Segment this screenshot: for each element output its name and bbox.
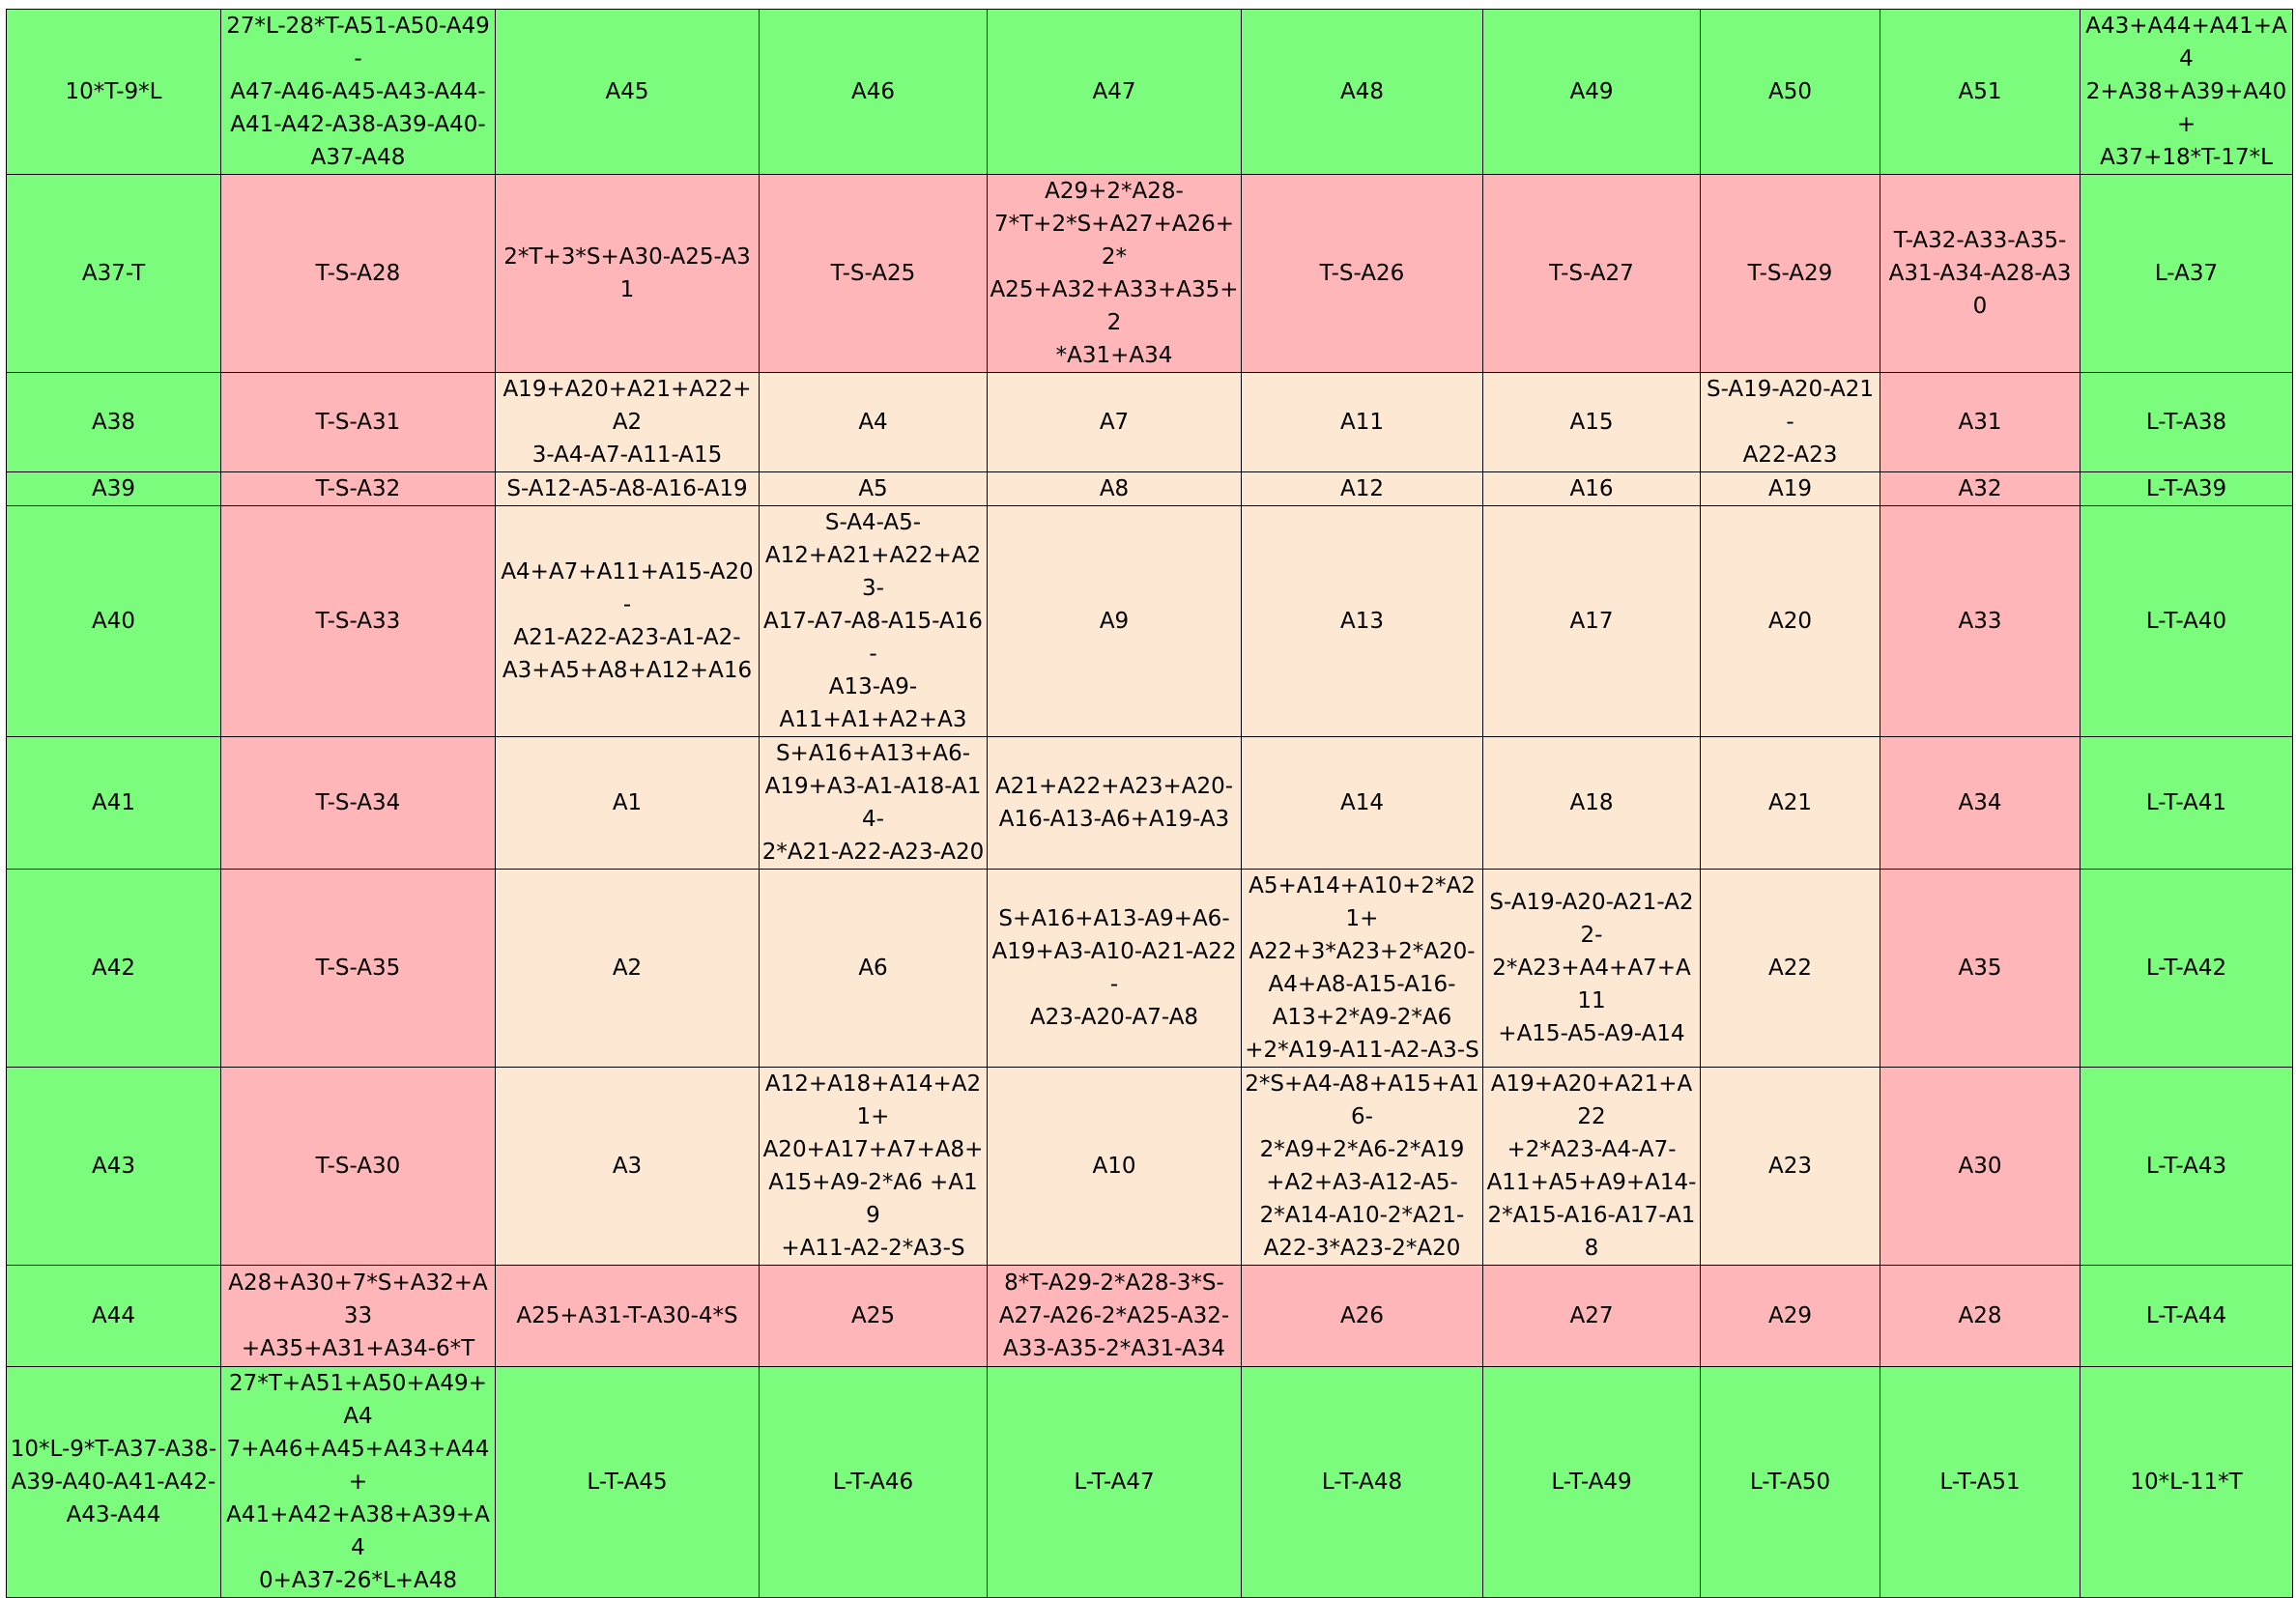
grid-row <box>7 175 2293 373</box>
grid-cell-r9-c2[interactable]: A28+A30+7*S+A32+A33 +A35+A31+A34-6*T <box>221 1266 496 1367</box>
grid-cell-r3-c6[interactable]: A11 <box>1242 373 1483 472</box>
grid-cell-r8-c6[interactable]: 2*S+A4-A8+A15+A16- 2*A9+2*A6-2*A19 +A2+A3-A12-A5- 2*A14-A10-2*A21- A22-3*A23-2*A20 <box>1242 1068 1483 1266</box>
grid-cell-r3-c4[interactable]: A4 <box>760 373 988 472</box>
grid-cell-r10-c5[interactable]: L-T-A47 <box>988 1367 1242 1598</box>
grid-cell-r5-c5[interactable]: A9 <box>988 506 1242 737</box>
grid-cell-r2-c1[interactable]: A37-T <box>7 175 221 373</box>
grid-cell-r1-c6[interactable]: A48 <box>1242 10 1483 175</box>
grid-cell-r3-c5[interactable]: A7 <box>988 373 1242 472</box>
grid-cell-r4-c10[interactable]: L-T-A39 <box>2081 472 2293 506</box>
grid-cell-r8-c1[interactable]: A43 <box>7 1068 221 1266</box>
grid-cell-r7-c9[interactable]: A35 <box>1880 870 2081 1068</box>
grid-cell-r2-c6[interactable]: T-S-A26 <box>1242 175 1483 373</box>
grid-cell-r3-c10[interactable]: L-T-A38 <box>2081 373 2293 472</box>
grid-row <box>7 870 2293 1068</box>
grid-cell-r4-c7[interactable]: A16 <box>1483 472 1701 506</box>
grid-row <box>7 1068 2293 1266</box>
grid-cell-r8-c10[interactable]: L-T-A43 <box>2081 1068 2293 1266</box>
grid-cell-r8-c4[interactable]: A12+A18+A14+A21+ A20+A17+A7+A8+ A15+A9-2*A6 +A19 +A11-A2-2*A3-S <box>760 1068 988 1266</box>
grid-cell-r6-c7[interactable]: A18 <box>1483 737 1701 870</box>
grid-cell-r10-c8[interactable]: L-T-A50 <box>1701 1367 1880 1598</box>
grid-cell-r5-c6[interactable]: A13 <box>1242 506 1483 737</box>
grid-cell-r9-c7[interactable]: A27 <box>1483 1266 1701 1367</box>
grid-cell-r9-c10[interactable]: L-T-A44 <box>2081 1266 2293 1367</box>
grid-cell-r6-c2[interactable]: T-S-A34 <box>221 737 496 870</box>
grid-cell-r1-c1[interactable]: 10*T-9*L <box>7 10 221 175</box>
grid-cell-r10-c6[interactable]: L-T-A48 <box>1242 1367 1483 1598</box>
grid-cell-r2-c3[interactable]: 2*T+3*S+A30-A25-A31 <box>496 175 760 373</box>
grid-cell-r10-c10[interactable]: 10*L-11*T <box>2081 1367 2293 1598</box>
grid-cell-r7-c4[interactable]: A6 <box>760 870 988 1068</box>
grid-cell-r10-c1[interactable]: 10*L-9*T-A37-A38- A39-A40-A41-A42- A43-A44 <box>7 1367 221 1598</box>
grid-cell-r6-c3[interactable]: A1 <box>496 737 760 870</box>
grid-row <box>7 472 2293 506</box>
grid-cell-r8-c7[interactable]: A19+A20+A21+A22 +2*A23-A4-A7- A11+A5+A9+A14- 2*A15-A16-A17-A18 <box>1483 1068 1701 1266</box>
grid-cell-r8-c5[interactable]: A10 <box>988 1068 1242 1266</box>
grid-cell-r7-c2[interactable]: T-S-A35 <box>221 870 496 1068</box>
grid-cell-r9-c1[interactable]: A44 <box>7 1266 221 1367</box>
grid-cell-r5-c9[interactable]: A33 <box>1880 506 2081 737</box>
grid-cell-r1-c2[interactable]: 27*L-28*T-A51-A50-A49- A47-A46-A45-A43-A44- A41-A42-A38-A39-A40- A37-A48 <box>221 10 496 175</box>
grid-cell-r5-c1[interactable]: A40 <box>7 506 221 737</box>
grid-cell-r7-c8[interactable]: A22 <box>1701 870 1880 1068</box>
grid-cell-r5-c10[interactable]: L-T-A40 <box>2081 506 2293 737</box>
grid-cell-r1-c3[interactable]: A45 <box>496 10 760 175</box>
grid-row <box>7 10 2293 175</box>
grid-row <box>7 1266 2293 1367</box>
grid-cell-r9-c5[interactable]: 8*T-A29-2*A28-3*S- A27-A26-2*A25-A32- A33-A35-2*A31-A34 <box>988 1266 1242 1367</box>
grid-row <box>7 1367 2293 1598</box>
grid-cell-r10-c7[interactable]: L-T-A49 <box>1483 1367 1701 1598</box>
grid-cell-r9-c6[interactable]: A26 <box>1242 1266 1483 1367</box>
grid-cell-r9-c3[interactable]: A25+A31-T-A30-4*S <box>496 1266 760 1367</box>
grid-cell-r5-c7[interactable]: A17 <box>1483 506 1701 737</box>
grid-cell-r7-c10[interactable]: L-T-A42 <box>2081 870 2293 1068</box>
grid-cell-r2-c10[interactable]: L-A37 <box>2081 175 2293 373</box>
grid-cell-r5-c4[interactable]: S-A4-A5- A12+A21+A22+A23- A17-A7-A8-A15-A16- A13-A9- A11+A1+A2+A3 <box>760 506 988 737</box>
grid-cell-r1-c5[interactable]: A47 <box>988 10 1242 175</box>
grid-cell-r7-c1[interactable]: A42 <box>7 870 221 1068</box>
grid-cell-r8-c2[interactable]: T-S-A30 <box>221 1068 496 1266</box>
grid-cell-r3-c9[interactable]: A31 <box>1880 373 2081 472</box>
grid-cell-r4-c9[interactable]: A32 <box>1880 472 2081 506</box>
grid-row <box>7 737 2293 870</box>
grid-cell-r5-c2[interactable]: T-S-A33 <box>221 506 496 737</box>
grid-cell-r4-c4[interactable]: A5 <box>760 472 988 506</box>
grid-cell-r8-c8[interactable]: A23 <box>1701 1068 1880 1266</box>
grid-cell-r3-c8[interactable]: S-A19-A20-A21- A22-A23 <box>1701 373 1880 472</box>
grid-cell-r1-c8[interactable]: A50 <box>1701 10 1880 175</box>
grid-row <box>7 506 2293 737</box>
grid-cell-r5-c8[interactable]: A20 <box>1701 506 1880 737</box>
grid-cell-r3-c1[interactable]: A38 <box>7 373 221 472</box>
grid-cell-r6-c8[interactable]: A21 <box>1701 737 1880 870</box>
grid-cell-r2-c9[interactable]: T-A32-A33-A35- A31-A34-A28-A30 <box>1880 175 2081 373</box>
grid-cell-r8-c3[interactable]: A3 <box>496 1068 760 1266</box>
grid-cell-r1-c4[interactable]: A46 <box>760 10 988 175</box>
grid-cell-r3-c3[interactable]: A19+A20+A21+A22+A2 3-A4-A7-A11-A15 <box>496 373 760 472</box>
grid-cell-r1-c7[interactable]: A49 <box>1483 10 1701 175</box>
grid-cell-r6-c10[interactable]: L-T-A41 <box>2081 737 2293 870</box>
grid-cell-r4-c1[interactable]: A39 <box>7 472 221 506</box>
grid-cell-r2-c2[interactable]: T-S-A28 <box>221 175 496 373</box>
grid-cell-r3-c7[interactable]: A15 <box>1483 373 1701 472</box>
grid-cell-r9-c8[interactable]: A29 <box>1701 1266 1880 1367</box>
grid-cell-r5-c3[interactable]: A4+A7+A11+A15-A20- A21-A22-A23-A1-A2- A3+A5+A8+A12+A16 <box>496 506 760 737</box>
grid-cell-r6-c4[interactable]: S+A16+A13+A6- A19+A3-A1-A18-A14- 2*A21-A22-A23-A20 <box>760 737 988 870</box>
grid-cell-r3-c2[interactable]: T-S-A31 <box>221 373 496 472</box>
grid-cell-r2-c5[interactable]: A29+2*A28- 7*T+2*S+A27+A26+2* A25+A32+A33+A35+2 *A31+A34 <box>988 175 1242 373</box>
grid-cell-r10-c2[interactable]: 27*T+A51+A50+A49+A4 7+A46+A45+A43+A44+ A41+A42+A38+A39+A4 0+A37-26*L+A48 <box>221 1367 496 1598</box>
grid-cell-r10-c3[interactable]: L-T-A45 <box>496 1367 760 1598</box>
grid-cell-r2-c7[interactable]: T-S-A27 <box>1483 175 1701 373</box>
grid-row <box>7 373 2293 472</box>
grid-cell-r9-c9[interactable]: A28 <box>1880 1266 2081 1367</box>
grid-cell-r7-c5[interactable]: S+A16+A13-A9+A6- A19+A3-A10-A21-A22- A23-A20-A7-A8 <box>988 870 1242 1068</box>
grid-cell-r10-c9[interactable]: L-T-A51 <box>1880 1367 2081 1598</box>
grid-cell-r1-c10[interactable]: A43+A44+A41+A4 2+A38+A39+A40+ A37+18*T-17*L <box>2081 10 2293 175</box>
grid-cell-r6-c9[interactable]: A34 <box>1880 737 2081 870</box>
grid-cell-r4-c8[interactable]: A19 <box>1701 472 1880 506</box>
grid-cell-r2-c8[interactable]: T-S-A29 <box>1701 175 1880 373</box>
grid-cell-r1-c9[interactable]: A51 <box>1880 10 2081 175</box>
grid-cell-r7-c7[interactable]: S-A19-A20-A21-A22- 2*A23+A4+A7+A11 +A15-A5-A9-A14 <box>1483 870 1701 1068</box>
grid-cell-r4-c2[interactable]: T-S-A32 <box>221 472 496 506</box>
grid-cell-r4-c5[interactable]: A8 <box>988 472 1242 506</box>
grid-cell-r10-c4[interactable]: L-T-A46 <box>760 1367 988 1598</box>
grid-cell-r6-c1[interactable]: A41 <box>7 737 221 870</box>
grid-cell-r7-c6[interactable]: A5+A14+A10+2*A21+ A22+3*A23+2*A20- A4+A8-A15-A16- A13+2*A9-2*A6 +2*A19-A11-A2-A3-S <box>1242 870 1483 1068</box>
grid-cell-r6-c5[interactable]: A21+A22+A23+A20- A16-A13-A6+A19-A3 <box>988 737 1242 870</box>
grid-cell-r4-c3[interactable]: S-A12-A5-A8-A16-A19 <box>496 472 760 506</box>
grid-cell-r4-c6[interactable]: A12 <box>1242 472 1483 506</box>
grid-cell-r7-c3[interactable]: A2 <box>496 870 760 1068</box>
grid-cell-r6-c6[interactable]: A14 <box>1242 737 1483 870</box>
grid-cell-r2-c4[interactable]: T-S-A25 <box>760 175 988 373</box>
grid-cell-r9-c4[interactable]: A25 <box>760 1266 988 1367</box>
grid-cell-r8-c9[interactable]: A30 <box>1880 1068 2081 1266</box>
formula-grid <box>6 9 2293 1598</box>
